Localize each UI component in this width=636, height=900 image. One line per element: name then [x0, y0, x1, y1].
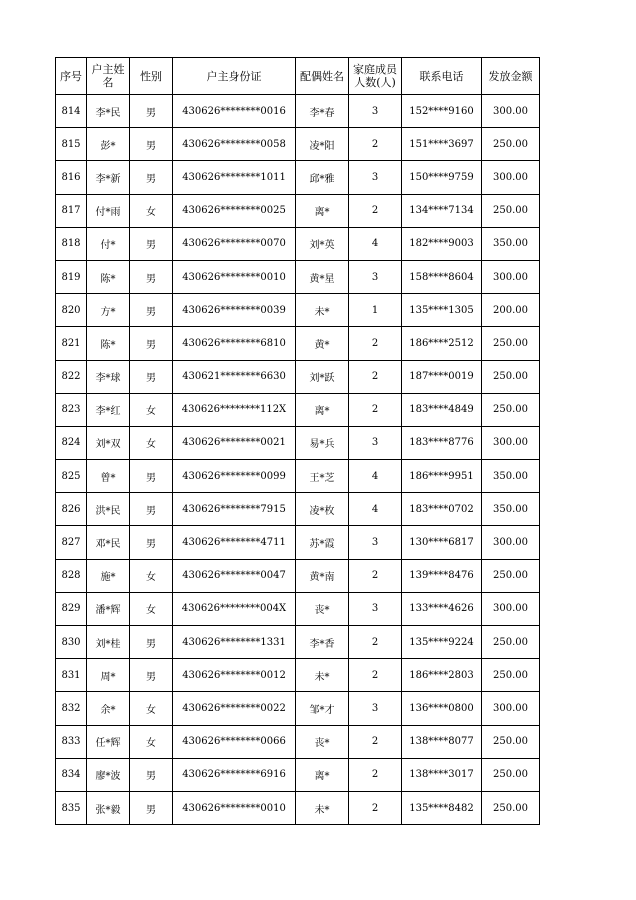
table-row: [56, 95, 540, 128]
table-row: [56, 260, 540, 293]
cell-phone: 134****7134: [402, 194, 482, 227]
cell-id-card: 430626********0012: [173, 659, 296, 692]
cell-amount: 350.00: [482, 460, 540, 493]
cell-no: 825: [56, 460, 87, 493]
cell-family-size: 3: [349, 161, 402, 194]
cell-id-card: 430626********0039: [173, 294, 296, 327]
header-no: 序号: [56, 58, 87, 95]
header-head-name: 户主姓名: [87, 58, 130, 95]
cell-sex: 男: [130, 460, 173, 493]
cell-phone: 186****2803: [402, 659, 482, 692]
cell-spouse: 易*兵: [296, 426, 349, 459]
cell-family-size: 2: [349, 128, 402, 161]
table-row: [56, 128, 540, 161]
cell-spouse: 丧*: [296, 725, 349, 758]
cell-sex: 男: [130, 526, 173, 559]
cell-no: 827: [56, 526, 87, 559]
cell-phone: 138****8077: [402, 725, 482, 758]
cell-phone: 183****8776: [402, 426, 482, 459]
table-row: [56, 426, 540, 459]
cell-family-size: 2: [349, 559, 402, 592]
table-row: [56, 327, 540, 360]
cell-amount: 250.00: [482, 360, 540, 393]
cell-sex: 男: [130, 227, 173, 260]
cell-sex: 男: [130, 294, 173, 327]
cell-spouse: 李*香: [296, 626, 349, 659]
cell-no: 817: [56, 194, 87, 227]
cell-id-card: 430626********004X: [173, 592, 296, 625]
cell-amount: 250.00: [482, 626, 540, 659]
cell-family-size: 2: [349, 327, 402, 360]
cell-family-size: 4: [349, 493, 402, 526]
cell-no: 835: [56, 791, 87, 824]
cell-head-name: 廖*波: [87, 758, 130, 791]
table-row: [56, 194, 540, 227]
cell-phone: 139****8476: [402, 559, 482, 592]
cell-spouse: 黄*: [296, 327, 349, 360]
cell-family-size: 3: [349, 526, 402, 559]
cell-spouse: 未*: [296, 791, 349, 824]
cell-head-name: 曾*: [87, 460, 130, 493]
cell-id-card: 430626********0016: [173, 95, 296, 128]
cell-spouse: 丧*: [296, 592, 349, 625]
cell-sex: 男: [130, 95, 173, 128]
cell-family-size: 2: [349, 659, 402, 692]
cell-family-size: 3: [349, 95, 402, 128]
cell-no: 814: [56, 95, 87, 128]
cell-head-name: 邓*民: [87, 526, 130, 559]
cell-amount: 300.00: [482, 426, 540, 459]
header-amount: 发放金额: [482, 58, 540, 95]
cell-head-name: 潘*辉: [87, 592, 130, 625]
cell-head-name: 余*: [87, 692, 130, 725]
header-phone: 联系电话: [402, 58, 482, 95]
cell-family-size: 2: [349, 626, 402, 659]
cell-amount: 300.00: [482, 260, 540, 293]
cell-amount: 300.00: [482, 95, 540, 128]
cell-phone: 182****9003: [402, 227, 482, 260]
cell-spouse: 黄*南: [296, 559, 349, 592]
cell-amount: 300.00: [482, 161, 540, 194]
cell-spouse: 未*: [296, 294, 349, 327]
cell-head-name: 方*: [87, 294, 130, 327]
cell-sex: 女: [130, 592, 173, 625]
cell-phone: 136****0800: [402, 692, 482, 725]
cell-phone: 130****6817: [402, 526, 482, 559]
cell-phone: 150****9759: [402, 161, 482, 194]
cell-sex: 男: [130, 626, 173, 659]
cell-no: 815: [56, 128, 87, 161]
cell-phone: 158****8604: [402, 260, 482, 293]
cell-id-card: 430626********112X: [173, 393, 296, 426]
cell-no: 822: [56, 360, 87, 393]
table-row: [56, 592, 540, 625]
cell-head-name: 张*毅: [87, 791, 130, 824]
cell-spouse: 王*芝: [296, 460, 349, 493]
cell-family-size: 2: [349, 758, 402, 791]
cell-head-name: 刘*双: [87, 426, 130, 459]
cell-no: 816: [56, 161, 87, 194]
cell-head-name: 李*民: [87, 95, 130, 128]
cell-id-card: 430626********4711: [173, 526, 296, 559]
cell-sex: 男: [130, 758, 173, 791]
cell-sex: 女: [130, 194, 173, 227]
cell-no: 823: [56, 393, 87, 426]
cell-family-size: 1: [349, 294, 402, 327]
cell-sex: 女: [130, 426, 173, 459]
table-row: [56, 294, 540, 327]
cell-phone: 135****8482: [402, 791, 482, 824]
cell-head-name: 洪*民: [87, 493, 130, 526]
header-id-card: 户主身份证: [173, 58, 296, 95]
cell-sex: 男: [130, 327, 173, 360]
table-row: [56, 791, 540, 824]
cell-phone: 133****4626: [402, 592, 482, 625]
cell-id-card: 430626********7915: [173, 493, 296, 526]
cell-no: 832: [56, 692, 87, 725]
cell-no: 821: [56, 327, 87, 360]
cell-spouse: 刘*英: [296, 227, 349, 260]
cell-family-size: 4: [349, 460, 402, 493]
cell-no: 831: [56, 659, 87, 692]
cell-spouse: 离*: [296, 393, 349, 426]
cell-head-name: 陈*: [87, 260, 130, 293]
cell-phone: 186****9951: [402, 460, 482, 493]
cell-no: 818: [56, 227, 87, 260]
cell-id-card: 430626********6916: [173, 758, 296, 791]
cell-id-card: 430626********0010: [173, 260, 296, 293]
cell-spouse: 离*: [296, 758, 349, 791]
cell-sex: 男: [130, 659, 173, 692]
header-spouse: 配偶姓名: [296, 58, 349, 95]
cell-id-card: 430626********0066: [173, 725, 296, 758]
cell-head-name: 彭*: [87, 128, 130, 161]
table-row: [56, 227, 540, 260]
cell-sex: 男: [130, 493, 173, 526]
cell-id-card: 430626********0058: [173, 128, 296, 161]
cell-family-size: 2: [349, 725, 402, 758]
cell-amount: 250.00: [482, 791, 540, 824]
cell-id-card: 430626********0099: [173, 460, 296, 493]
cell-head-name: 付*: [87, 227, 130, 260]
cell-no: 830: [56, 626, 87, 659]
cell-sex: 女: [130, 559, 173, 592]
table-row: [56, 161, 540, 194]
cell-no: 829: [56, 592, 87, 625]
cell-amount: 250.00: [482, 128, 540, 161]
cell-family-size: 2: [349, 393, 402, 426]
cell-head-name: 陈*: [87, 327, 130, 360]
header-family-size: 家庭成员人数(人): [349, 58, 402, 95]
cell-no: 820: [56, 294, 87, 327]
cell-head-name: 施*: [87, 559, 130, 592]
cell-no: 828: [56, 559, 87, 592]
cell-spouse: 凌*枚: [296, 493, 349, 526]
cell-id-card: 430626********0021: [173, 426, 296, 459]
cell-head-name: 李*新: [87, 161, 130, 194]
cell-head-name: 刘*桂: [87, 626, 130, 659]
cell-spouse: 李*春: [296, 95, 349, 128]
cell-no: 819: [56, 260, 87, 293]
cell-head-name: 李*红: [87, 393, 130, 426]
cell-amount: 250.00: [482, 559, 540, 592]
cell-amount: 200.00: [482, 294, 540, 327]
cell-phone: 135****9224: [402, 626, 482, 659]
cell-spouse: 苏*霞: [296, 526, 349, 559]
cell-sex: 女: [130, 692, 173, 725]
cell-family-size: 2: [349, 194, 402, 227]
cell-phone: 151****3697: [402, 128, 482, 161]
table-row: [56, 393, 540, 426]
cell-id-card: 430626********0022: [173, 692, 296, 725]
cell-sex: 女: [130, 725, 173, 758]
table-row: [56, 626, 540, 659]
cell-sex: 女: [130, 393, 173, 426]
cell-sex: 男: [130, 360, 173, 393]
table-row: [56, 659, 540, 692]
header-sex: 性别: [130, 58, 173, 95]
cell-id-card: 430621********6630: [173, 360, 296, 393]
cell-amount: 350.00: [482, 227, 540, 260]
cell-family-size: 3: [349, 692, 402, 725]
table-row: [56, 692, 540, 725]
table-row: [56, 360, 540, 393]
cell-no: 834: [56, 758, 87, 791]
cell-spouse: 离*: [296, 194, 349, 227]
cell-amount: 250.00: [482, 725, 540, 758]
table-row: [56, 493, 540, 526]
cell-no: 824: [56, 426, 87, 459]
cell-id-card: 430626********0070: [173, 227, 296, 260]
cell-phone: 187****0019: [402, 360, 482, 393]
cell-phone: 183****0702: [402, 493, 482, 526]
cell-family-size: 3: [349, 426, 402, 459]
cell-phone: 138****3017: [402, 758, 482, 791]
cell-spouse: 刘*跃: [296, 360, 349, 393]
header-row: [56, 58, 540, 95]
cell-id-card: 430626********0025: [173, 194, 296, 227]
cell-spouse: 黄*星: [296, 260, 349, 293]
cell-phone: 152****9160: [402, 95, 482, 128]
cell-id-card: 430626********1331: [173, 626, 296, 659]
cell-amount: 300.00: [482, 692, 540, 725]
cell-sex: 男: [130, 128, 173, 161]
cell-id-card: 430626********0047: [173, 559, 296, 592]
table-row: [56, 725, 540, 758]
cell-amount: 300.00: [482, 592, 540, 625]
cell-id-card: 430626********6810: [173, 327, 296, 360]
cell-family-size: 4: [349, 227, 402, 260]
cell-amount: 250.00: [482, 758, 540, 791]
cell-id-card: 430626********1011: [173, 161, 296, 194]
cell-sex: 男: [130, 161, 173, 194]
cell-head-name: 付*雨: [87, 194, 130, 227]
cell-no: 826: [56, 493, 87, 526]
table-row: [56, 460, 540, 493]
cell-spouse: 邹*才: [296, 692, 349, 725]
cell-spouse: 凌*阳: [296, 128, 349, 161]
cell-head-name: 李*球: [87, 360, 130, 393]
cell-no: 833: [56, 725, 87, 758]
cell-spouse: 未*: [296, 659, 349, 692]
cell-phone: 135****1305: [402, 294, 482, 327]
cell-sex: 男: [130, 791, 173, 824]
cell-amount: 350.00: [482, 493, 540, 526]
cell-family-size: 2: [349, 360, 402, 393]
cell-id-card: 430626********0010: [173, 791, 296, 824]
cell-phone: 183****4849: [402, 393, 482, 426]
cell-head-name: 周*: [87, 659, 130, 692]
cell-amount: 250.00: [482, 659, 540, 692]
cell-spouse: 邱*雅: [296, 161, 349, 194]
cell-amount: 250.00: [482, 393, 540, 426]
cell-family-size: 2: [349, 791, 402, 824]
table-row: [56, 559, 540, 592]
cell-amount: 300.00: [482, 526, 540, 559]
cell-family-size: 3: [349, 592, 402, 625]
cell-sex: 男: [130, 260, 173, 293]
table-row: [56, 758, 540, 791]
subsidy-table: [55, 57, 540, 825]
cell-head-name: 任*辉: [87, 725, 130, 758]
cell-phone: 186****2512: [402, 327, 482, 360]
cell-family-size: 3: [349, 260, 402, 293]
cell-amount: 250.00: [482, 327, 540, 360]
table-row: [56, 526, 540, 559]
cell-amount: 250.00: [482, 194, 540, 227]
